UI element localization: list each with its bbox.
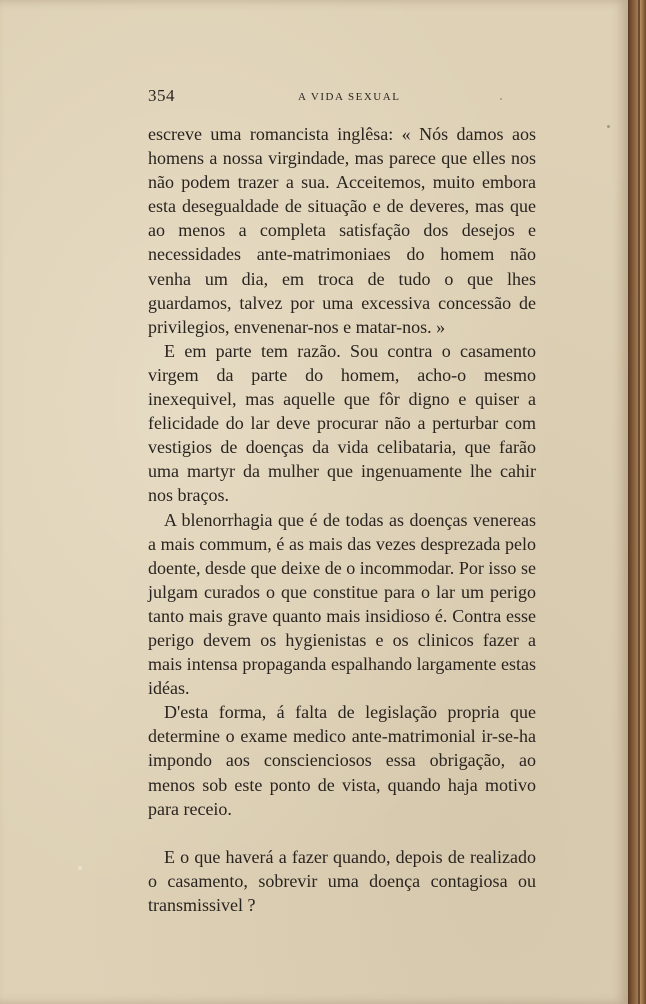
paragraph: D'esta forma, á falta de legislação propria que determine o exame medico ante-matrimonial ir-se-ha impondo aos conscienciosos essa obrigação, ao menos sob este ponto de vista, quando haja motivo para receio. <box>148 702 536 819</box>
page-number: 354 <box>148 86 175 105</box>
paper-speck <box>607 125 610 128</box>
book-edge <box>628 0 646 1004</box>
page-header <box>148 86 536 106</box>
paper-speck <box>500 98 502 100</box>
paragraph: E em parte tem razão. Sou contra o casamento virgem da parte do homem, acho-o mesmo inexequivel, mas aquelle que fôr digno e quiser a felicidade do lar deve procurar não a perturbar com vestigios de doenças da vida celibataria, que farão uma martyr da mulher que ingenuamente lhe cahir nos braços. <box>148 340 536 506</box>
paragraph: A blenorrhagia que é de todas as doenças venereas a mais commum, é as mais das vezes desprezada pelo doente, desde que deixe de o incommodar. Por isso se julgam curados o que constitue para o lar um perigo tanto mais grave quanto mais insidioso é. Contra esse perigo devem os hygienistas e os clinicos fazer a mais intensa propaganda espalhando largamente estas idéas. <box>148 509 536 699</box>
paragraph: escreve uma romancista inglêsa: « Nós damos aos homens a nossa virgindade, mas parece que elles nos não podem trazer a sua. Acceitemos, muito embora esta desegualdade de situação e de deveres, mas que ao menos a completa satisfação dos desejos e necessidades ante-matrimoniaes do homem não venha um dia, em troca de tudo o que lhes guardamos, talvez por uma excessiva concessão de privilegios, envenenar-nos e matar-nos. » <box>148 124 536 337</box>
body-text <box>148 122 536 917</box>
running-title: A VIDA SEXUAL <box>298 91 401 103</box>
book-edge-line <box>638 0 640 1004</box>
paper-speck <box>78 866 82 870</box>
paragraph: E o que haverá a fazer quando, depois de realizado o casamento, sobrevir uma doença contagiosa ou transmissivel ? <box>148 846 536 915</box>
